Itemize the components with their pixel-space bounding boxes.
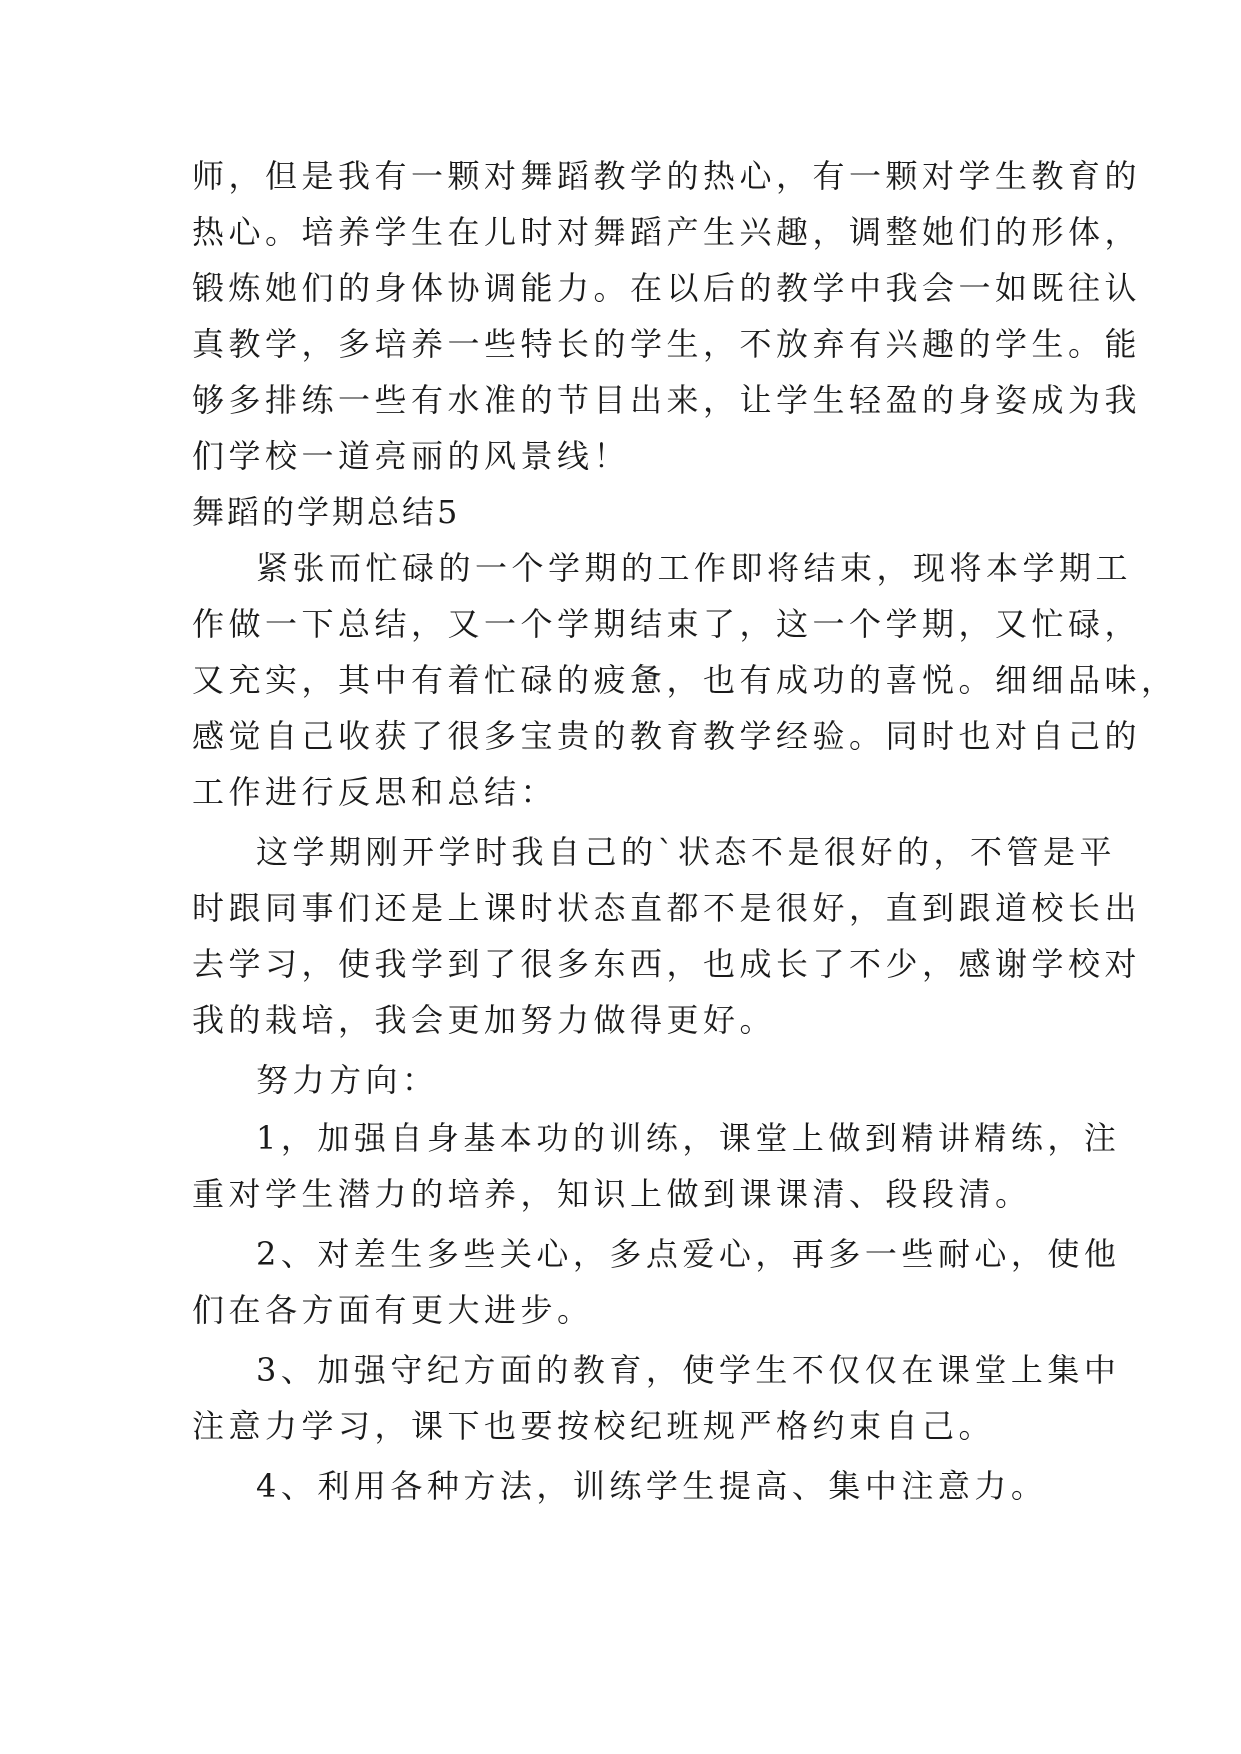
list-item: 3、加强守纪方面的教育，使学生不仅仅在课堂上集中 xyxy=(256,1351,1121,1389)
text-line: 够多排练一些有水准的节目出来，让学生轻盈的身姿成为我 xyxy=(192,381,1142,419)
list-item: 2、对差生多些关心，多点爱心，再多一些耐心，使他 xyxy=(256,1235,1121,1273)
text-line: 注意力学习，课下也要按校纪班规严格约束自己。 xyxy=(192,1407,996,1445)
text-line: 重对学生潜力的培养，知识上做到课课清、段段清。 xyxy=(192,1175,1032,1213)
list-item: 4、利用各种方法，训练学生提高、集中注意力。 xyxy=(256,1467,1048,1505)
text-line: 锻炼她们的身体协调能力。在以后的教学中我会一如既往认 xyxy=(192,269,1142,307)
text-line: 感觉自己收获了很多宝贵的教育教学经验。同时也对自己的 xyxy=(192,717,1142,755)
text-line: 热心。培养学生在儿时对舞蹈产生兴趣，调整她们的形体， xyxy=(192,213,1142,251)
text-line: 师，但是我有一颗对舞蹈教学的热心，有一颗对学生教育的 xyxy=(192,157,1142,195)
text-line: 又充实，其中有着忙碌的疲惫，也有成功的喜悦。细细品味， xyxy=(192,661,1178,699)
text-line: 真教学，多培养一些特长的学生，不放弃有兴趣的学生。能 xyxy=(192,325,1142,363)
text-line: 时跟同事们还是上课时状态直都不是很好，直到跟道校长出 xyxy=(192,889,1142,927)
list-item: 1，加强自身基本功的训练，课堂上做到精讲精练，注 xyxy=(256,1119,1121,1157)
text-line: 们学校一道亮丽的风景线！ xyxy=(192,437,631,475)
paragraph-start: 这学期刚开学时我自己的`状态不是很好的，不管是平 xyxy=(256,833,1117,871)
text-line: 作做一下总结，又一个学期结束了，这一个学期，又忙碌， xyxy=(192,605,1142,643)
paragraph-start: 努力方向： xyxy=(256,1061,439,1099)
paragraph-start: 紧张而忙碌的一个学期的工作即将结束，现将本学期工 xyxy=(256,549,1133,587)
text-line: 去学习，使我学到了很多东西，也成长了不少，感谢学校对 xyxy=(192,945,1142,983)
text-line: 工作进行反思和总结： xyxy=(192,773,558,811)
text-line: 们在各方面有更大进步。 xyxy=(192,1291,594,1329)
text-line: 我的栽培，我会更加努力做得更好。 xyxy=(192,1001,777,1039)
section-heading: 舞蹈的学期总结5 xyxy=(192,493,461,531)
